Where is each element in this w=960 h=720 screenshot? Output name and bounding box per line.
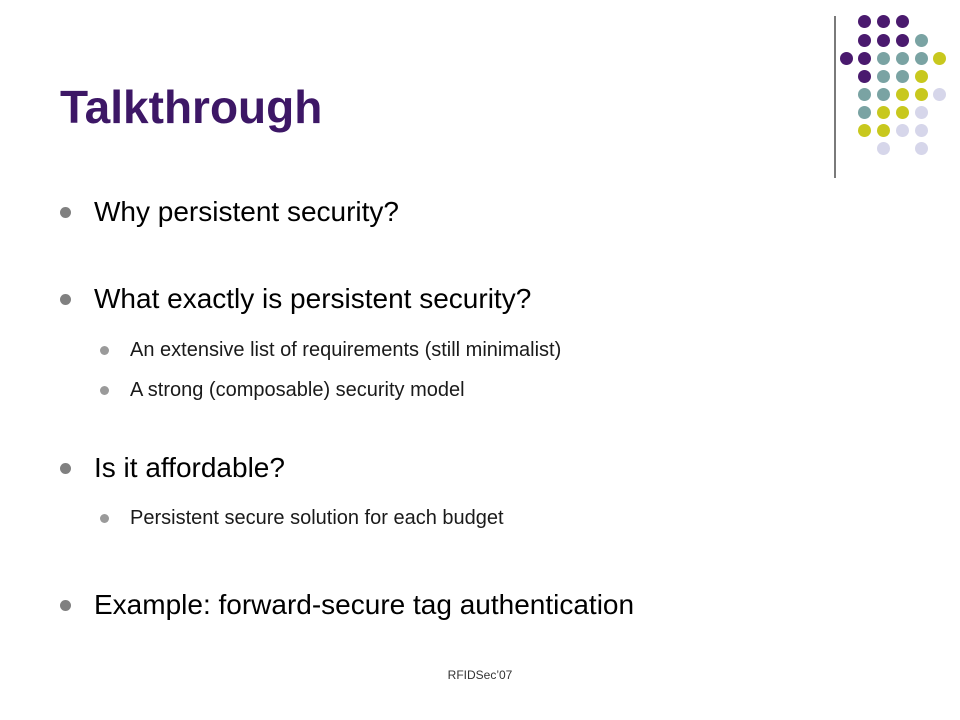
sub-bullet-security-model: A strong (composable) security model (130, 379, 465, 401)
decor-dot (933, 88, 946, 101)
decor-dot (896, 124, 909, 137)
decor-dot (858, 15, 871, 28)
decorative-divider-line (834, 16, 836, 178)
sub-bullet-dot (100, 346, 109, 355)
decor-dot (915, 70, 928, 83)
bullet-dot (60, 463, 71, 474)
decor-dot (915, 88, 928, 101)
bullet-why-persistent: Why persistent security? (94, 196, 399, 227)
decor-dot (858, 124, 871, 137)
bullet-dot (60, 207, 71, 218)
decor-dot (915, 142, 928, 155)
decor-dot (840, 52, 853, 65)
sub-bullet-requirements: An extensive list of requirements (still minimalist) (130, 339, 562, 361)
bullet-example: Example: forward-secure tag authentication (94, 589, 635, 620)
decor-dot (915, 106, 928, 119)
decor-dot (896, 34, 909, 47)
decor-dot (858, 106, 871, 119)
decor-dot (896, 52, 909, 65)
decor-dot (915, 124, 928, 137)
decor-dot (896, 88, 909, 101)
decor-dot (896, 15, 909, 28)
decor-dot (877, 88, 890, 101)
decor-dot (877, 70, 890, 83)
decor-dot (896, 106, 909, 119)
decor-dot (877, 142, 890, 155)
sub-bullet-budget: Persistent secure solution for each budget (130, 507, 504, 529)
decor-dot (877, 52, 890, 65)
bullet-affordable: Is it affordable? (94, 452, 285, 483)
slide-footer: RFIDSec’07 (447, 668, 513, 682)
bullet-what-exactly: What exactly is persistent security? (94, 283, 532, 314)
decor-dot (858, 52, 871, 65)
decor-dot (858, 34, 871, 47)
slide-title: Talkthrough (60, 81, 323, 133)
decor-dot (877, 124, 890, 137)
decor-dot (896, 70, 909, 83)
decor-dot (877, 15, 890, 28)
decor-dot (858, 88, 871, 101)
decor-dot (877, 106, 890, 119)
decorative-dot-grid (840, 12, 950, 162)
decor-dot (877, 34, 890, 47)
sub-bullet-dot (100, 514, 109, 523)
bullet-dot (60, 294, 71, 305)
decor-dot (858, 70, 871, 83)
decor-dot (915, 52, 928, 65)
sub-bullet-dot (100, 386, 109, 395)
bullet-dot (60, 600, 71, 611)
decor-dot (915, 34, 928, 47)
decor-dot (933, 52, 946, 65)
